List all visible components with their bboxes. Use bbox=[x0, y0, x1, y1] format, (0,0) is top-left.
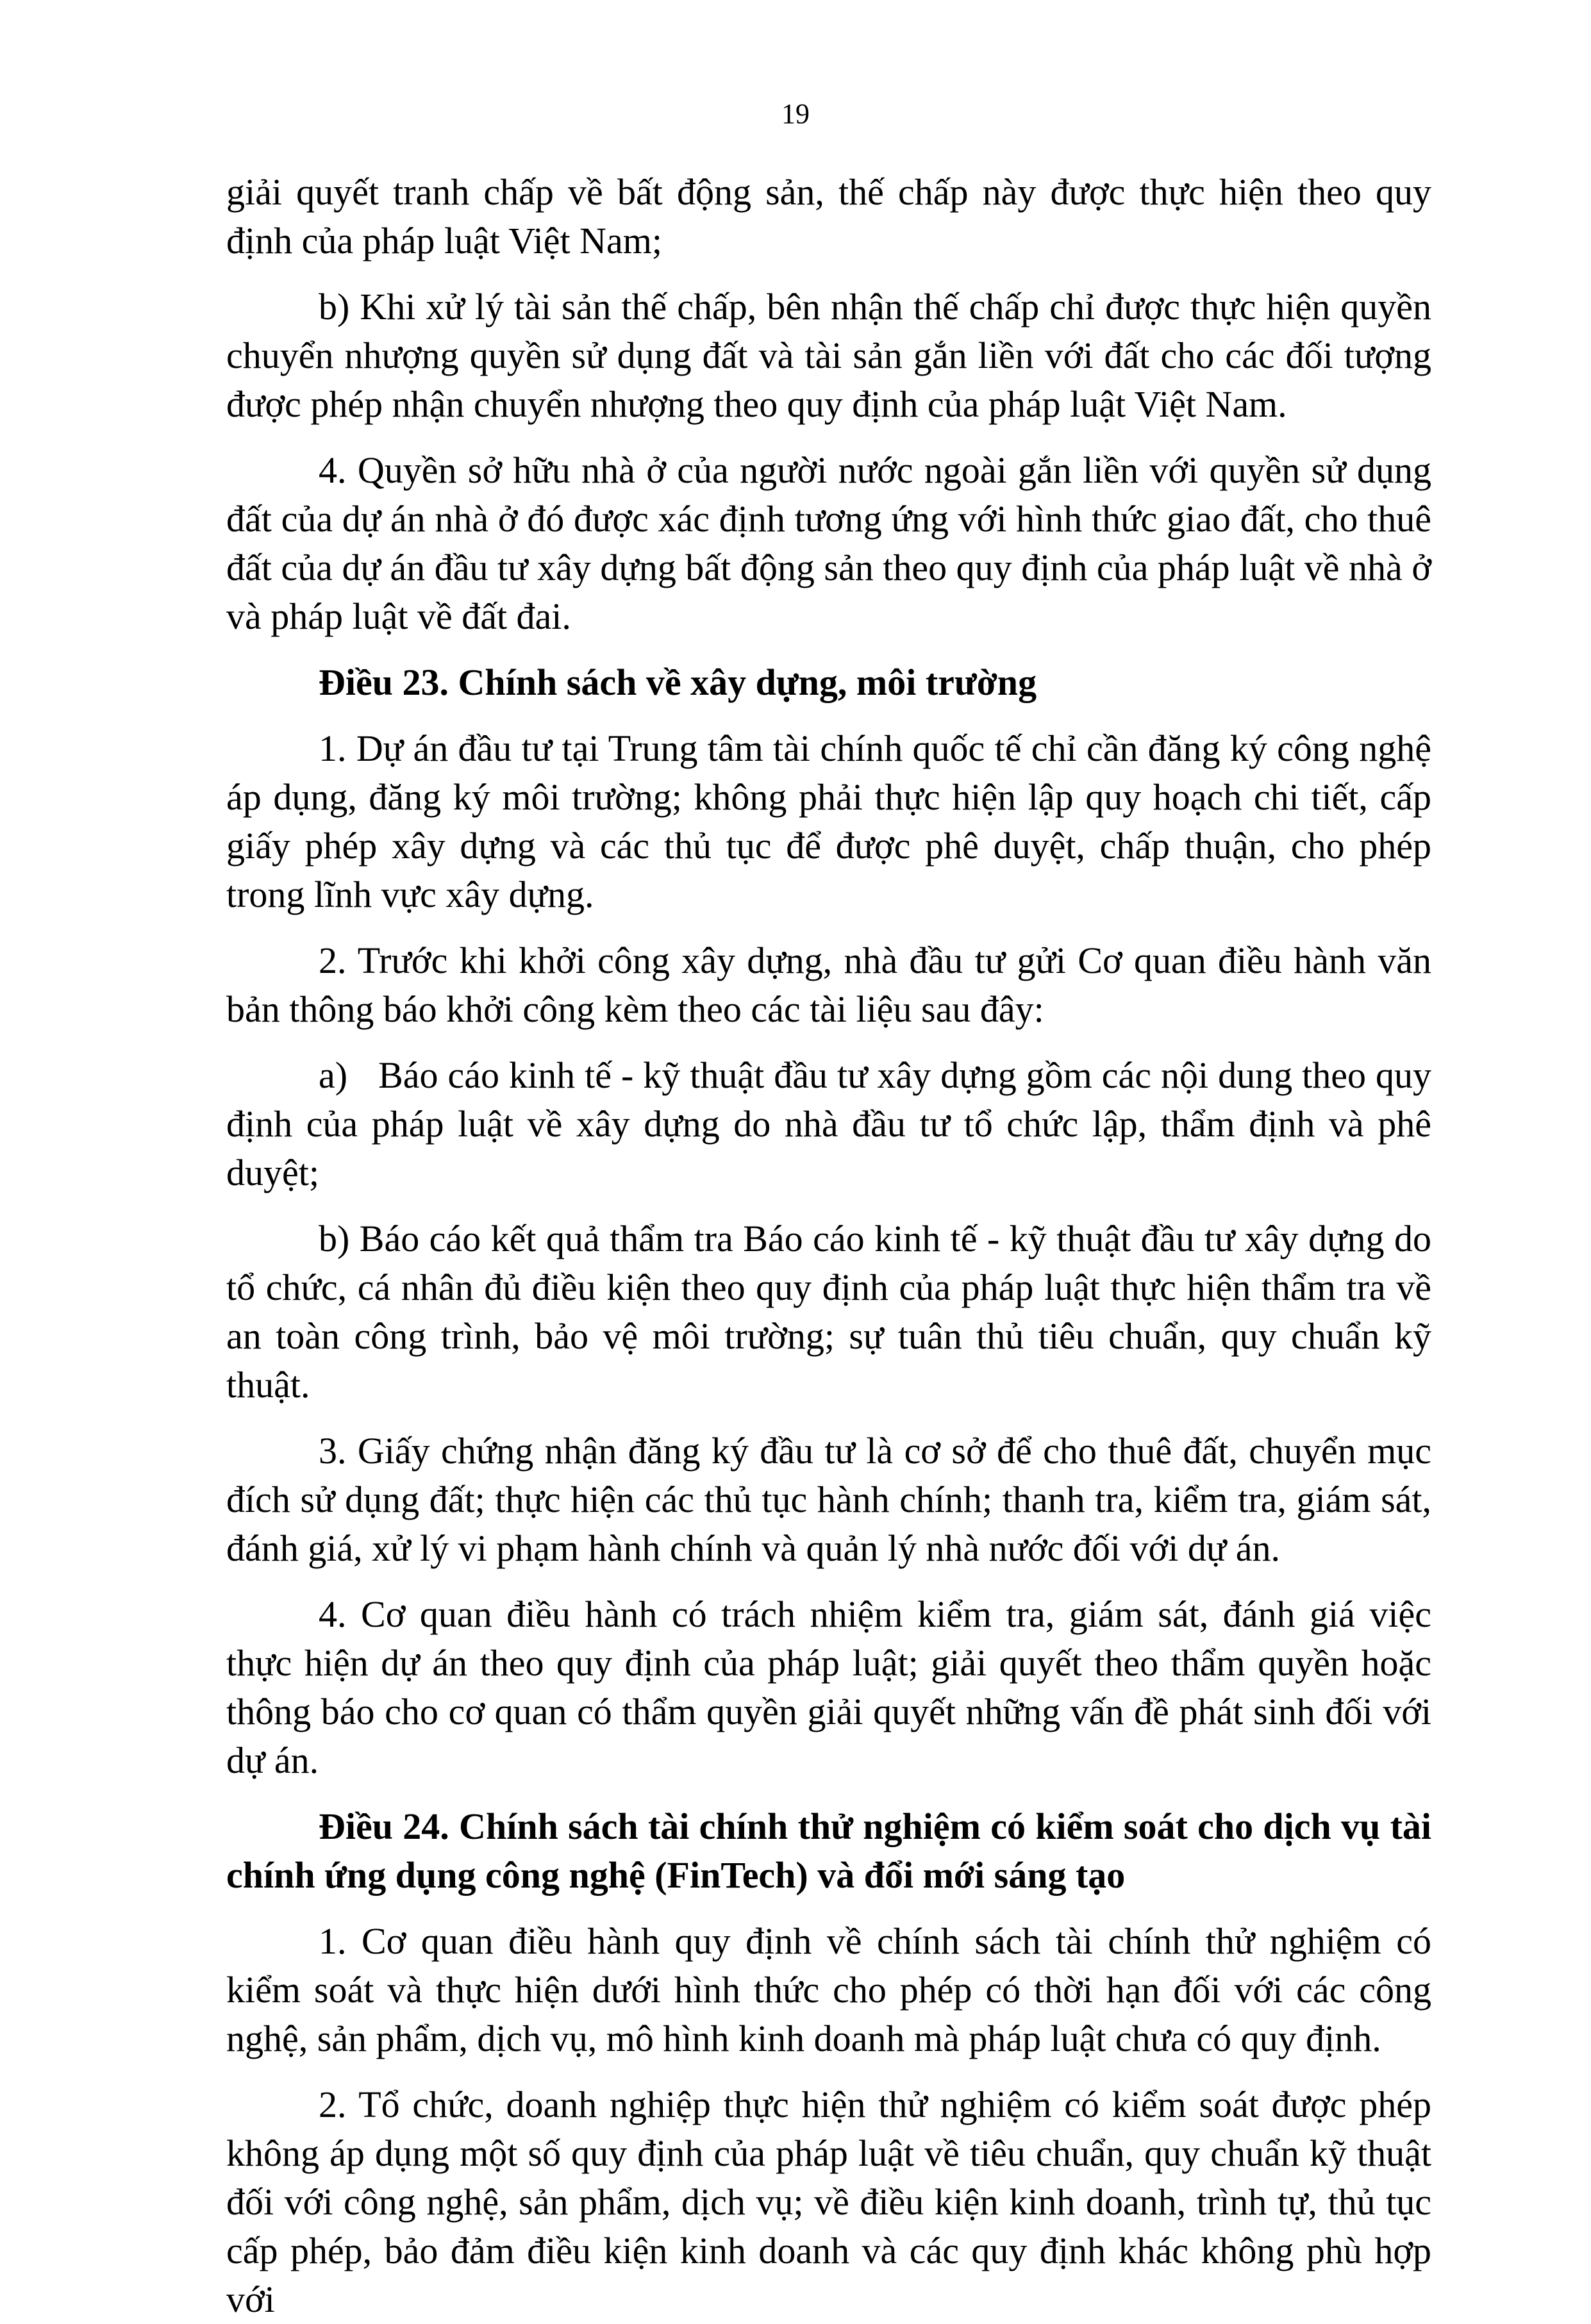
paragraph-clause-3b: b) Khi xử lý tài sản thế chấp, bên nhận thế chấp chỉ được thực hiện quyền chuyển nhượng quyền sử dụng đất và tài sản gắn liền với đất cho các đối tượng được phép nhận chuyển nhượng theo quy định của pháp luật Việt Nam. bbox=[226, 286, 1431, 425]
article-23-clause-1: 1. Dự án đầu tư tại Trung tâm tài chính quốc tế chỉ cần đăng ký công nghệ áp dụng, đăng ký môi trường; không phải thực hiện lập quy hoạch chi tiết, cấp giấy phép xây dựng và các thủ tục để được phê duyệt, chấp thuận, cho phép trong lĩnh vực xây dựng. bbox=[226, 727, 1431, 915]
article-23-clause-2a-text: Báo cáo kinh tế - kỹ thuật đầu tư xây dựng gồm các nội dung theo quy định của pháp luật về xây dựng do nhà đầu tư tổ chức lập, thẩm định và phê duyệt; bbox=[226, 1054, 1431, 1193]
article-24-clause-2: 2. Tổ chức, doanh nghiệp thực hiện thử nghiệm có kiểm soát được phép không áp dụng một số quy định của pháp luật về tiêu chuẩn, quy chuẩn kỹ thuật đối với công nghệ, sản phẩm, dịch vụ; về điều kiện kinh doanh, trình tự, thủ tục cấp phép, bảo đảm điều kiện kinh doanh và các quy định khác không phù hợp với bbox=[226, 2084, 1431, 2320]
document-body bbox=[226, 168, 1431, 2324]
article-24-clause-1: 1. Cơ quan điều hành quy định về chính sách tài chính thử nghiệm có kiểm soát và thực hiện dưới hình thức cho phép có thời hạn đối với các công nghệ, sản phẩm, dịch vụ, mô hình kinh doanh mà pháp luật chưa có quy định. bbox=[226, 1920, 1431, 2059]
article-23-clause-4: 4. Cơ quan điều hành có trách nhiệm kiểm tra, giám sát, đánh giá việc thực hiện dự án theo quy định của pháp luật; giải quyết theo thẩm quyền hoặc thông báo cho cơ quan có thẩm quyền giải quyết những vấn đề phát sinh đối với dự án. bbox=[226, 1593, 1431, 1781]
list-marker-a: a) bbox=[319, 1054, 348, 1096]
article-23-heading: Điều 23. Chính sách về xây dựng, môi trường bbox=[319, 661, 1037, 703]
page-number: 19 bbox=[781, 98, 810, 129]
article-23-clause-3: 3. Giấy chứng nhận đăng ký đầu tư là cơ sở để cho thuê đất, chuyển mục đích sử dụng đất; thực hiện các thủ tục hành chính; thanh tra, kiểm tra, giám sát, đánh giá, xử lý vi phạm hành chính và quản lý nhà nước đối với dự án. bbox=[226, 1430, 1431, 1569]
article-23-clause-2a bbox=[226, 1051, 1431, 1197]
paragraph-clause-4: 4. Quyền sở hữu nhà ở của người nước ngoài gắn liền với quyền sử dụng đất của dự án nhà ở đó được xác định tương ứng với hình thức giao đất, cho thuê đất của dự án đầu tư xây dựng bất động sản theo quy định của pháp luật về nhà ở và pháp luật về đất đai. bbox=[226, 449, 1431, 637]
article-23-clause-2b: b) Báo cáo kết quả thẩm tra Báo cáo kinh tế - kỹ thuật đầu tư xây dựng do tổ chức, cá nhân đủ điều kiện theo quy định của pháp luật thực hiện thẩm tra về an toàn công trình, bảo vệ môi trường; sự tuân thủ tiêu chuẩn, quy chuẩn kỹ thuật. bbox=[226, 1218, 1431, 1406]
article-24-heading: Điều 24. Chính sách tài chính thử nghiệm có kiểm soát cho dịch vụ tài chính ứng dụng công nghệ (FinTech) và đổi mới sáng tạo bbox=[226, 1805, 1431, 1896]
article-23-clause-2: 2. Trước khi khởi công xây dựng, nhà đầu tư gửi Cơ quan điều hành văn bản thông báo khởi công kèm theo các tài liệu sau đây: bbox=[226, 940, 1431, 1030]
paragraph-continuation: giải quyết tranh chấp về bất động sản, thế chấp này được thực hiện theo quy định của pháp luật Việt Nam; bbox=[226, 171, 1431, 261]
